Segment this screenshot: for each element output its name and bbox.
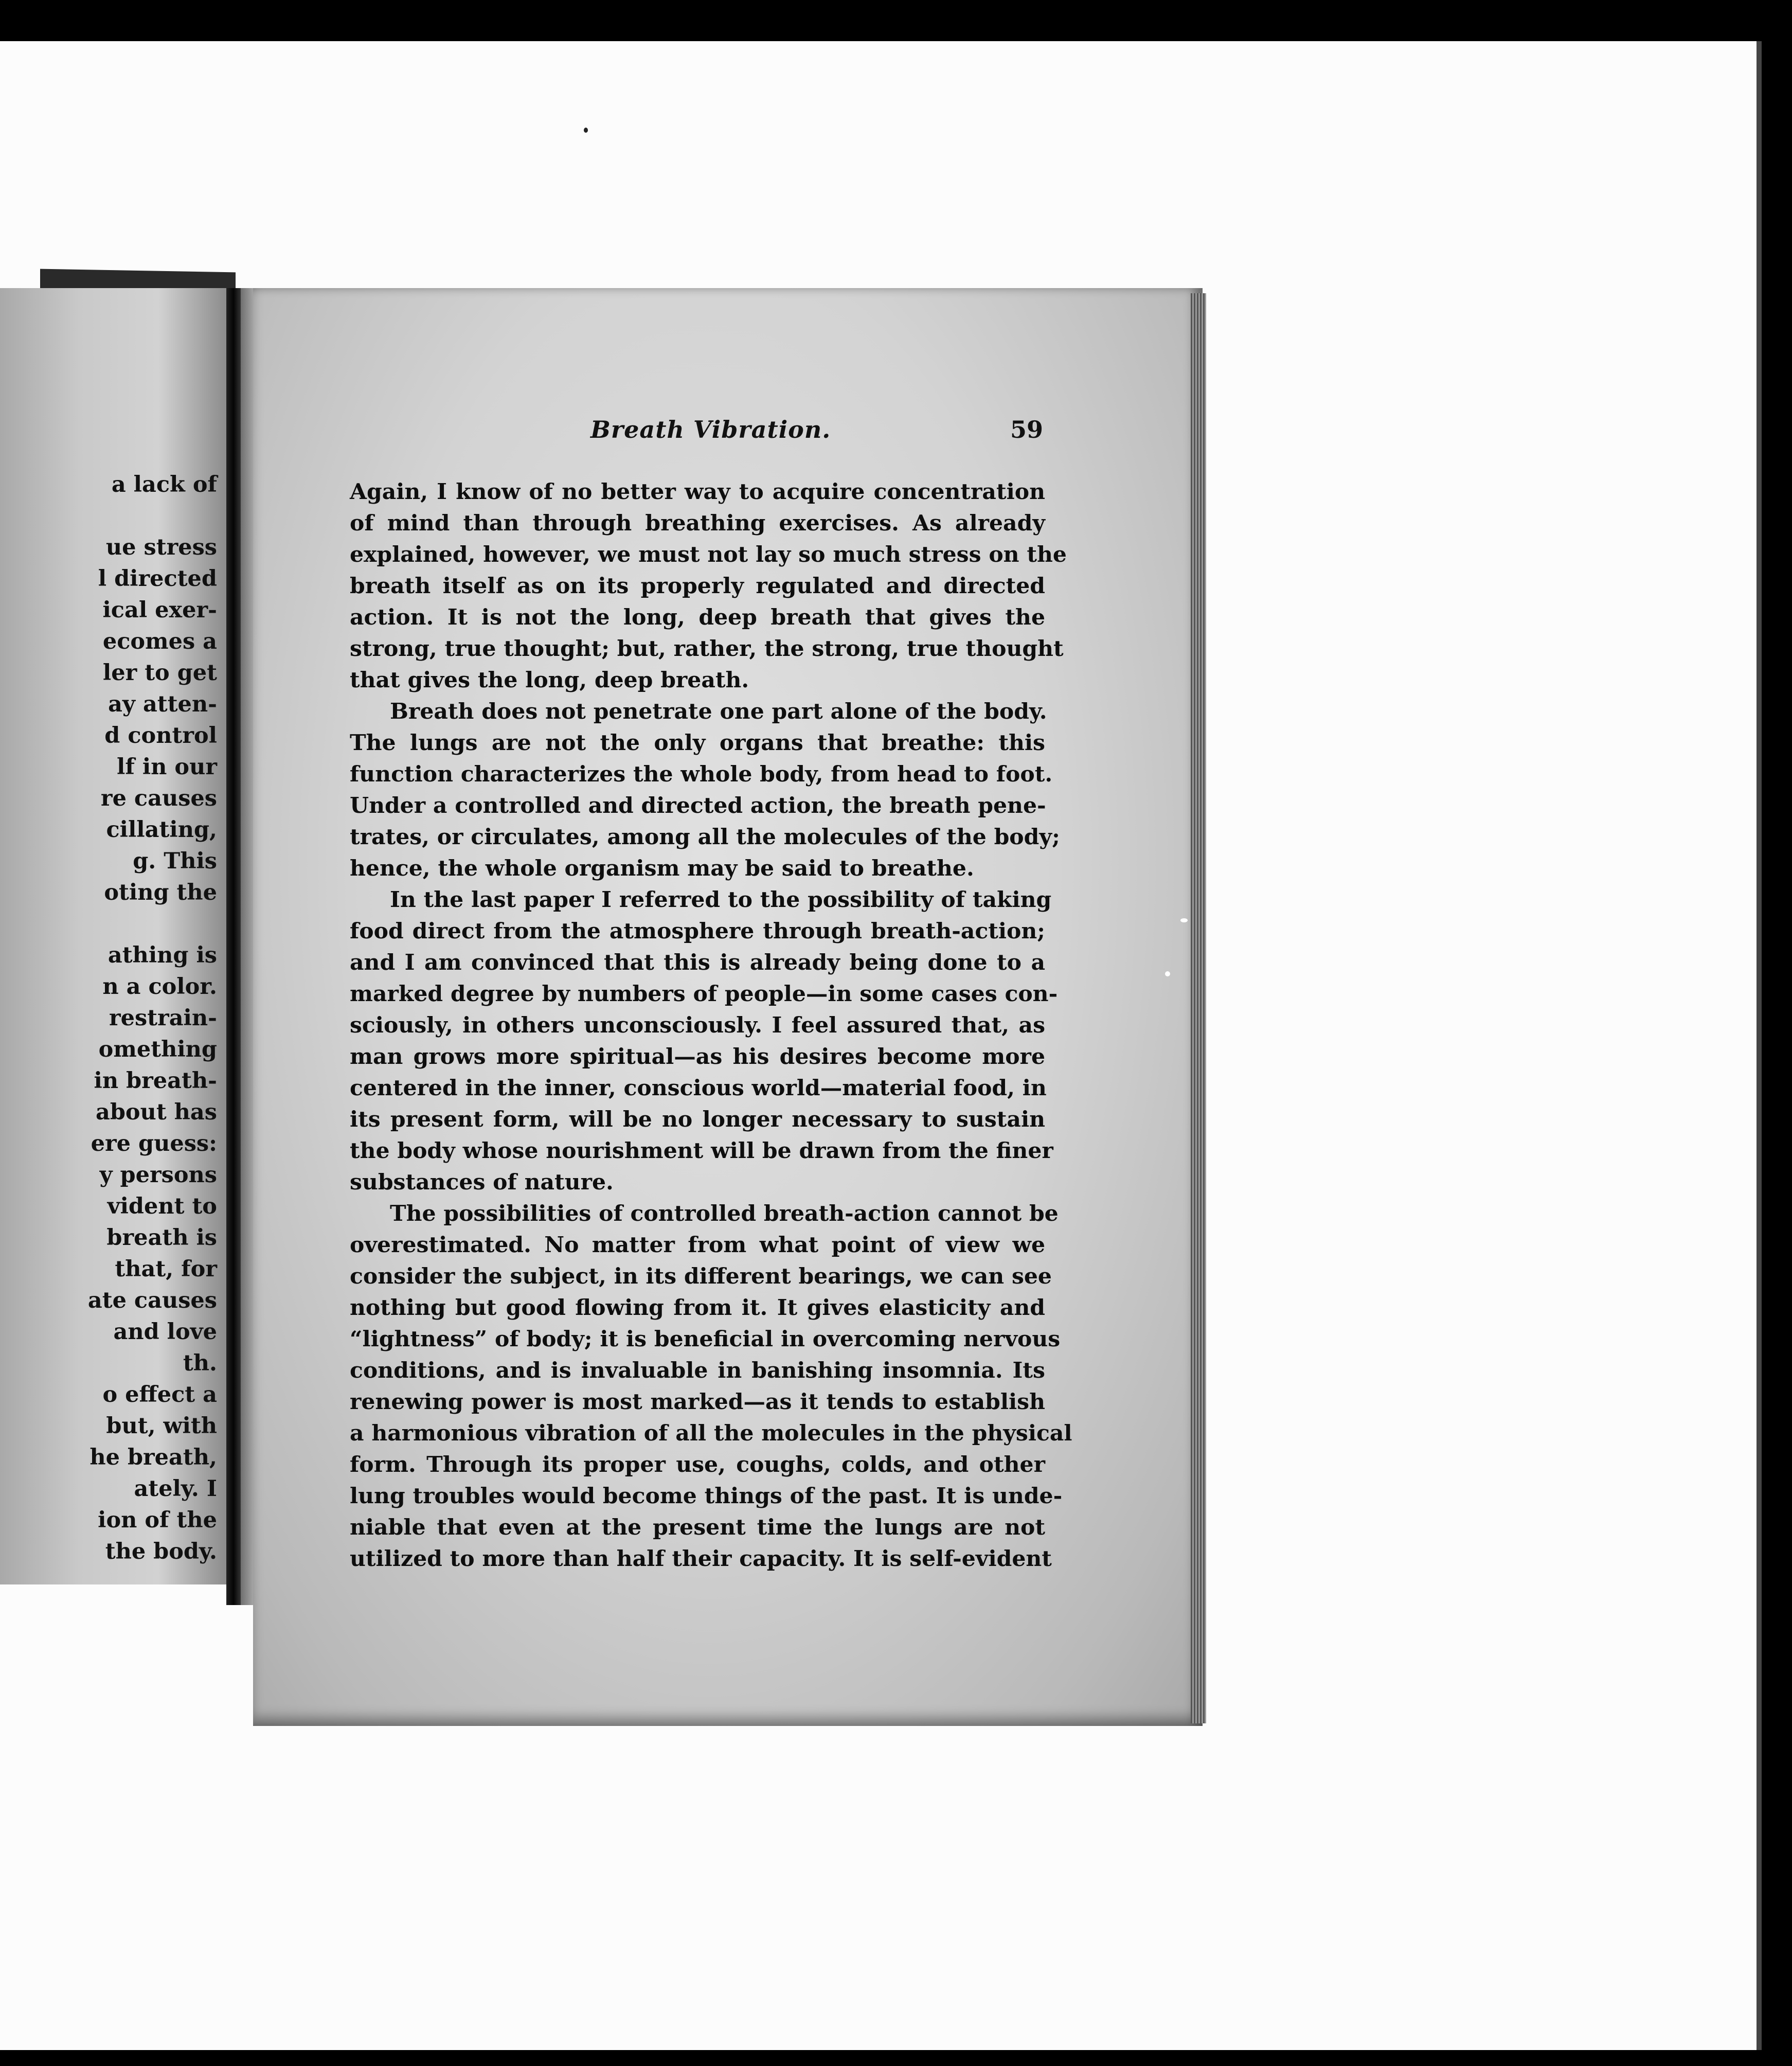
text-line: the body whose nourishment will be drawn from the finer xyxy=(350,1138,1053,1164)
text-line: breath itself as on its properly regulated and directed xyxy=(350,573,1045,599)
text-line: The lungs are not the only organs that breathe: this xyxy=(350,730,1045,756)
text-line: and I am convinced that this is already being done to a xyxy=(350,950,1045,975)
text-line: The possibilities of controlled breath-action cannot be xyxy=(390,1201,1059,1226)
paragraph xyxy=(350,1198,1072,1575)
gutter-shadow xyxy=(241,288,253,1605)
text-line: its present form, will be no longer necessary to sustain xyxy=(350,1107,1045,1132)
page-stack-edges xyxy=(1191,293,1206,1723)
left-page-line: that, for xyxy=(115,1256,217,1282)
text-line: “lightness” of body; it is beneficial in overcoming nervous xyxy=(350,1326,1061,1352)
text-line: nothing but good flowing from it. It gives elasticity and xyxy=(350,1295,1045,1321)
text-line: hence, the whole organism may be said to breathe. xyxy=(350,856,974,881)
left-page-line: y persons xyxy=(99,1162,217,1188)
left-page-line: and love xyxy=(113,1319,217,1345)
left-page-line: o effect a xyxy=(102,1382,217,1408)
left-page-line: n a color. xyxy=(102,974,217,1000)
left-page-line: ay atten- xyxy=(108,691,217,717)
text-line: strong, true thought; but, rather, the strong, true thought xyxy=(350,636,1064,662)
text-line: centered in the inner, conscious world—material food, in xyxy=(350,1075,1047,1101)
left-page-line: breath is xyxy=(106,1225,217,1251)
left-page-line: restrain- xyxy=(109,1005,217,1031)
left-page-line: th. xyxy=(183,1350,217,1376)
text-line: that gives the long, deep breath. xyxy=(350,667,749,693)
text-line: utilized to more than half their capacity. It is self-evident xyxy=(350,1546,1052,1572)
left-page-line: cillating, xyxy=(106,817,217,843)
text-line: a harmonious vibration of all the molecules in the physical xyxy=(350,1420,1072,1446)
left-page-line: ere guess: xyxy=(91,1131,217,1156)
paragraph xyxy=(350,696,1060,884)
text-line: substances of nature. xyxy=(350,1169,614,1195)
left-page-line: l directed xyxy=(98,566,217,592)
left-page-line: vident to xyxy=(107,1194,217,1219)
left-page-line: ion of the xyxy=(98,1507,217,1533)
left-page-line: ately. I xyxy=(134,1476,217,1502)
text-line: Breath does not penetrate one part alone of the body. xyxy=(390,699,1047,724)
text-line: marked degree by numbers of people—in some cases con- xyxy=(350,981,1058,1007)
left-page-line: ate causes xyxy=(87,1288,217,1313)
left-page-line: a lack of xyxy=(111,472,217,497)
left-page-line: d control xyxy=(104,723,217,749)
left-page-line: athing is xyxy=(107,942,217,968)
left-page-line xyxy=(1,909,217,940)
page-number: 59 xyxy=(1010,416,1043,443)
text-line: action. It is not the long, deep breath that gives the xyxy=(350,604,1045,630)
text-line: overestimated. No matter from what point of view we xyxy=(350,1232,1045,1258)
text-line: consider the subject, in its different bearings, we can see xyxy=(350,1263,1052,1289)
left-page-line: ue stress xyxy=(105,535,217,560)
text-line: man grows more spiritual—as his desires become more xyxy=(350,1044,1045,1070)
left-page-line: he breath, xyxy=(89,1445,217,1470)
text-line: function characterizes the whole body, from head to foot. xyxy=(350,761,1053,787)
left-page-line: but, with xyxy=(106,1413,217,1439)
left-page-line: the body. xyxy=(105,1539,217,1564)
left-page-line: omething xyxy=(98,1037,217,1062)
book-spine-gutter xyxy=(226,288,241,1605)
text-line: form. Through its proper use, coughs, colds, and other xyxy=(350,1452,1045,1477)
left-page-line: g. This xyxy=(133,848,217,874)
text-line: conditions, and is invaluable in banishing insomnia. Its xyxy=(350,1358,1045,1383)
text-line: trates, or circulates, among all the molecules of the body; xyxy=(350,824,1060,850)
left-page-line: ecomes a xyxy=(102,629,217,654)
left-page-line: re causes xyxy=(100,786,217,811)
text-line: Under a controlled and directed action, the breath pene- xyxy=(350,793,1046,818)
text-line: niable that even at the present time the lungs are not xyxy=(350,1515,1045,1540)
left-page-line: about has xyxy=(95,1099,217,1125)
scan-speck xyxy=(1165,971,1170,976)
paragraph xyxy=(350,884,1058,1198)
text-line: lung troubles would become things of the past. It is unde- xyxy=(350,1483,1063,1509)
facing-left-page xyxy=(0,288,226,1584)
text-line: Again, I know of no better way to acquire concentration xyxy=(350,479,1045,505)
text-line: renewing power is most marked—as it tends to establish xyxy=(350,1389,1045,1415)
text-line: food direct from the atmosphere through breath-action; xyxy=(350,918,1045,944)
left-page-text-fragment xyxy=(1,469,217,1568)
paragraph xyxy=(350,476,1067,696)
left-page-line: in breath- xyxy=(94,1068,217,1094)
page-body-text xyxy=(350,476,1072,1575)
text-line: of mind than through breathing exercises. As already xyxy=(350,510,1045,536)
left-page-line: oting the xyxy=(104,880,217,905)
text-line: In the last paper I referred to the possibility of taking xyxy=(390,887,1052,913)
scan-speck xyxy=(584,128,588,133)
text-line: sciously, in others unconsciously. I feel assured that, as xyxy=(350,1012,1045,1038)
left-page-line: ical exer- xyxy=(102,597,217,623)
running-head xyxy=(590,416,1043,447)
left-page-line: ler to get xyxy=(102,660,217,686)
left-page-line xyxy=(1,501,217,532)
text-line: explained, however, we must not lay so much stress on the xyxy=(350,542,1067,567)
left-page-line: lf in our xyxy=(117,754,217,780)
running-head-title: Breath Vibration. xyxy=(590,416,831,443)
scan-speck xyxy=(1180,918,1188,922)
